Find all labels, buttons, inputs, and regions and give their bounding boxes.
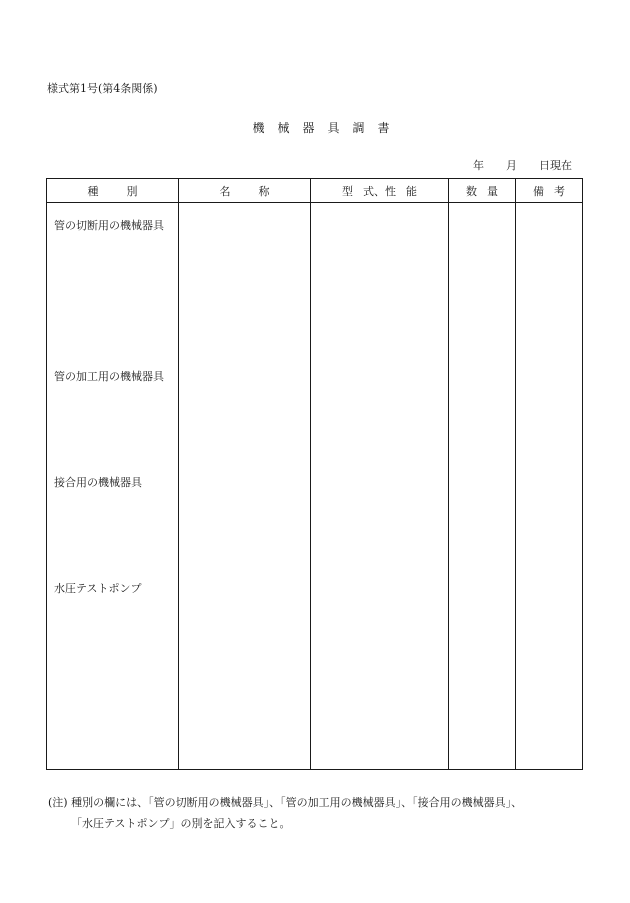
table-row xyxy=(47,203,583,770)
header-kind: 種 別 xyxy=(47,179,179,203)
name-cell[interactable] xyxy=(179,203,311,770)
title-char: 調 xyxy=(352,121,365,135)
footnote-line-2: 「水圧テストポンプ」の別を記入すること。 xyxy=(71,817,291,830)
footnote xyxy=(48,792,608,834)
kind-cutting: 管の切断用の機械器具 xyxy=(54,219,164,232)
table-header-row xyxy=(47,179,583,203)
date-day-field[interactable]: 日現在 xyxy=(539,159,572,172)
date-year-field[interactable]: 年 xyxy=(473,159,484,172)
title-char: 書 xyxy=(377,121,390,135)
title-char: 器 xyxy=(302,121,315,135)
form-number-label: 様式第1号(第4条関係) xyxy=(47,82,158,95)
kind-pressure-pump: 水圧テストポンプ xyxy=(54,582,142,595)
header-quantity: 数 量 xyxy=(449,179,516,203)
title-char: 械 xyxy=(277,121,290,135)
kind-cell[interactable] xyxy=(47,203,179,770)
footnote-line-1: (注) 種別の欄には、「管の切断用の機械器具」、「管の加工用の機械器具」、「接合用の機械器具」、 xyxy=(48,796,523,809)
title-char: 具 xyxy=(327,121,340,135)
as-of-date xyxy=(473,157,572,173)
kind-processing: 管の加工用の機械器具 xyxy=(54,370,164,383)
document-title xyxy=(0,119,630,136)
quantity-cell[interactable] xyxy=(449,203,516,770)
kind-joining: 接合用の機械器具 xyxy=(54,476,142,489)
remarks-cell[interactable] xyxy=(516,203,583,770)
equipment-table xyxy=(46,178,583,770)
date-month-field[interactable]: 月 xyxy=(506,159,517,172)
header-remarks: 備 考 xyxy=(516,179,583,203)
model-performance-cell[interactable] xyxy=(311,203,449,770)
header-name: 名 称 xyxy=(179,179,311,203)
header-model-performance: 型 式、性 能 xyxy=(311,179,449,203)
title-char: 機 xyxy=(252,121,265,135)
